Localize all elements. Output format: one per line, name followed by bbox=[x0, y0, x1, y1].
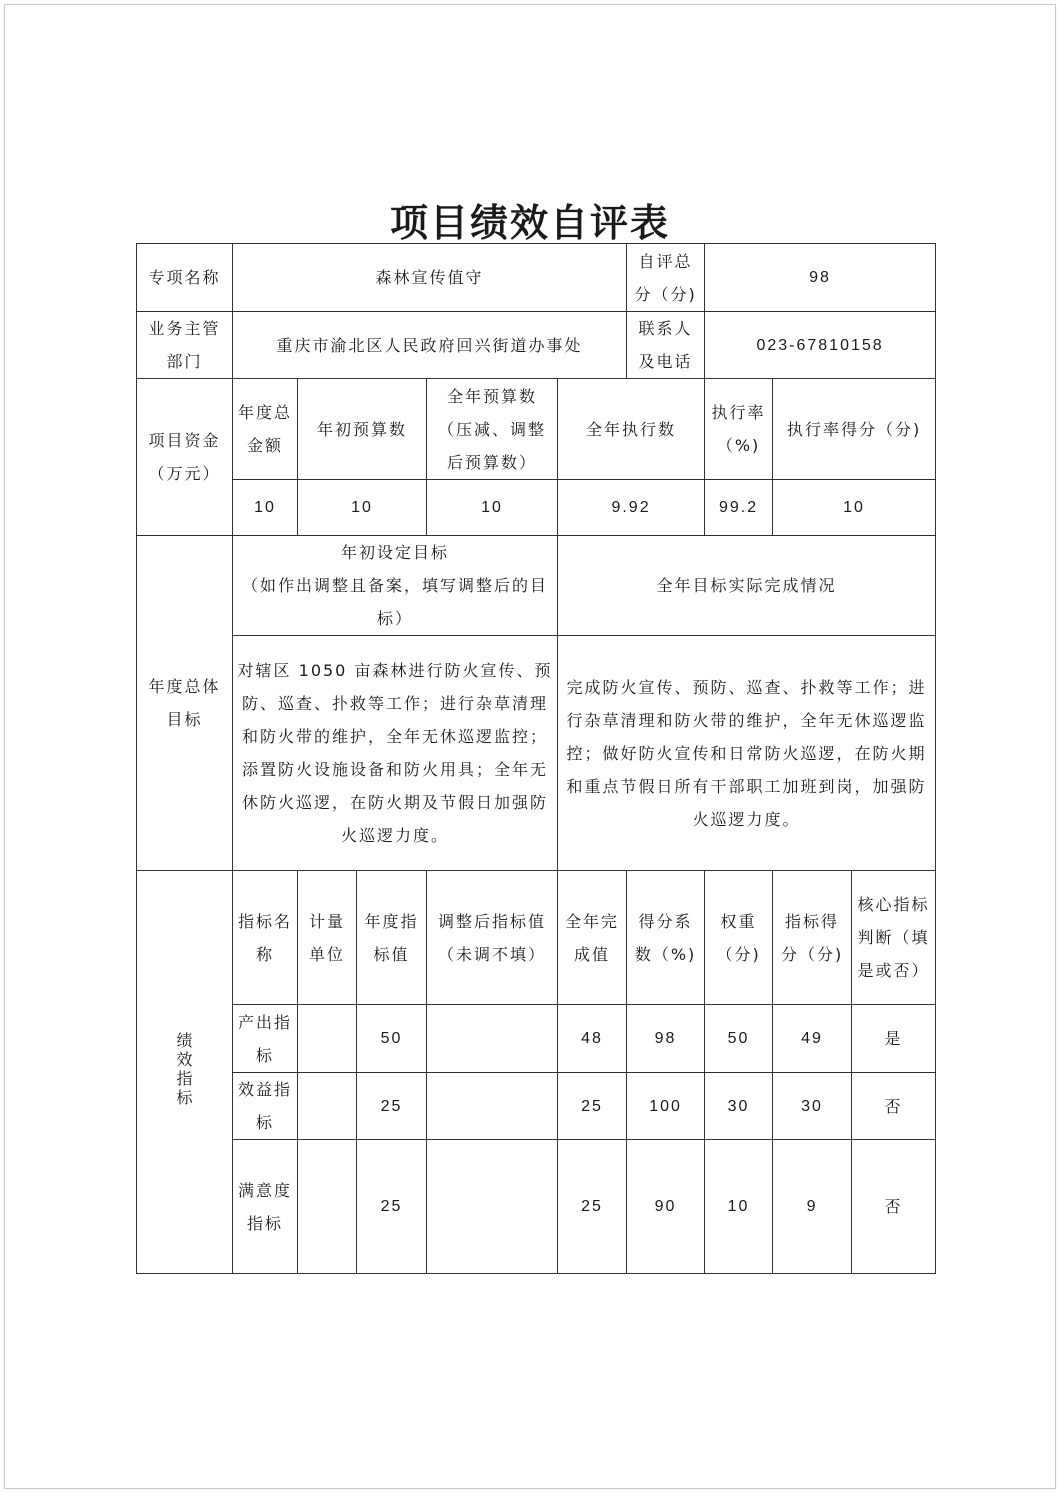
ind-unit bbox=[298, 1140, 357, 1274]
funds-rate-score-header: 执行率得分（分) bbox=[773, 379, 936, 480]
funds-full-year-value: 10 bbox=[427, 480, 558, 536]
self-score-label: 自评总分（分) bbox=[627, 244, 705, 312]
funds-rate-header: 执行率（%) bbox=[705, 379, 773, 480]
ind-name-header: 指标名称 bbox=[233, 871, 298, 1005]
dept-value: 重庆市渝北区人民政府回兴街道办事处 bbox=[233, 312, 627, 379]
ind-score: 30 bbox=[773, 1073, 852, 1140]
ind-core: 否 bbox=[852, 1073, 936, 1140]
page-title: 项目绩效自评表 bbox=[389, 200, 670, 245]
project-name-label: 专项名称 bbox=[137, 244, 233, 312]
funds-executed-value: 9.92 bbox=[558, 480, 705, 536]
funds-total-value: 10 bbox=[233, 480, 298, 536]
ind-unit bbox=[298, 1073, 357, 1140]
ind-name: 效益指标 bbox=[233, 1073, 298, 1140]
ind-completed: 25 bbox=[558, 1140, 627, 1274]
ind-weight-header: 权重（分) bbox=[705, 871, 773, 1005]
goals-actual-text: 完成防火宣传、预防、巡查、扑救等工作；进行杂草清理和防火带的维护，全年无休巡逻监控；做好防火宣传和日常防火巡逻，在防火期和重点节假日所有干部职工加班到岗，加强防火巡逻力度。 bbox=[558, 636, 936, 871]
funds-total-header: 年度总金额 bbox=[233, 379, 298, 480]
ind-completed-header: 全年完成值 bbox=[558, 871, 627, 1005]
dept-label: 业务主管部门 bbox=[137, 312, 233, 379]
ind-completed: 48 bbox=[558, 1005, 627, 1073]
project-name-value: 森林宣传值守 bbox=[233, 244, 627, 312]
contact-value: 023-67810158 bbox=[705, 312, 936, 379]
ind-name: 产出指标 bbox=[233, 1005, 298, 1073]
goals-actual-header: 全年目标实际完成情况 bbox=[558, 536, 936, 636]
indicators-label: 绩效指标 bbox=[176, 1030, 193, 1107]
ind-completed: 25 bbox=[558, 1073, 627, 1140]
ind-core-header: 核心指标判断（填是或否） bbox=[852, 871, 936, 1005]
ind-score-header: 指标得分（分) bbox=[773, 871, 852, 1005]
funds-header-row bbox=[137, 379, 936, 480]
goals-set-text: 对辖区 1050 亩森林进行防火宣传、预防、巡查、扑救等工作；进行杂草清理和防火带的维护，全年无休巡逻监控；添置防火设施设备和防火用具；全年无休防火巡逻，在防火期及节假日加强防火巡逻力度。 bbox=[233, 636, 558, 871]
ind-core: 否 bbox=[852, 1140, 936, 1274]
table-row bbox=[137, 1073, 936, 1140]
ind-adjusted bbox=[427, 1005, 558, 1073]
goals-label: 年度总体目标 bbox=[137, 536, 233, 871]
funds-values-row bbox=[137, 480, 936, 536]
funds-initial-value: 10 bbox=[298, 480, 427, 536]
goals-text-row bbox=[137, 636, 936, 871]
ind-unit-header: 计量单位 bbox=[298, 871, 357, 1005]
funds-rate-value: 99.2 bbox=[705, 480, 773, 536]
ind-adjusted bbox=[427, 1073, 558, 1140]
ind-coefficient: 100 bbox=[627, 1073, 705, 1140]
ind-annual: 50 bbox=[357, 1005, 427, 1073]
ind-annual: 25 bbox=[357, 1073, 427, 1140]
ind-coefficient: 98 bbox=[627, 1005, 705, 1073]
ind-adjusted bbox=[427, 1140, 558, 1274]
ind-unit bbox=[298, 1005, 357, 1073]
goals-set-header bbox=[233, 536, 558, 636]
ind-score: 9 bbox=[773, 1140, 852, 1274]
project-name-row bbox=[137, 244, 936, 312]
ind-annual: 25 bbox=[357, 1140, 427, 1274]
ind-coefficient: 90 bbox=[627, 1140, 705, 1274]
funds-full-year-header: 全年预算数（压减、调整后预算数） bbox=[427, 379, 558, 480]
self-score-value: 98 bbox=[705, 244, 936, 312]
ind-score: 49 bbox=[773, 1005, 852, 1073]
contact-label: 联系人及电话 bbox=[627, 312, 705, 379]
goals-set-header-line2: （如作出调整且备案，填写调整后的目标） bbox=[241, 576, 548, 628]
ind-weight: 50 bbox=[705, 1005, 773, 1073]
department-row bbox=[137, 312, 936, 379]
indicator-header-row bbox=[137, 871, 936, 1005]
funds-rate-score-value: 10 bbox=[773, 480, 936, 536]
ind-coefficient-header: 得分系数（%) bbox=[627, 871, 705, 1005]
ind-core: 是 bbox=[852, 1005, 936, 1073]
table-row bbox=[137, 1140, 936, 1274]
goals-header-row bbox=[137, 536, 936, 636]
goals-set-header-line1: 年初设定目标 bbox=[340, 543, 449, 562]
funds-executed-header: 全年执行数 bbox=[558, 379, 705, 480]
ind-weight: 10 bbox=[705, 1140, 773, 1274]
ind-weight: 30 bbox=[705, 1073, 773, 1140]
table-row bbox=[137, 1005, 936, 1073]
ind-name: 满意度指标 bbox=[233, 1140, 298, 1274]
evaluation-table bbox=[136, 243, 936, 1274]
funds-initial-header: 年初预算数 bbox=[298, 379, 427, 480]
indicators-label-cell bbox=[137, 871, 233, 1274]
ind-adjusted-header: 调整后指标值（未调不填） bbox=[427, 871, 558, 1005]
funds-label: 项目资金（万元） bbox=[137, 379, 233, 536]
ind-annual-header: 年度指标值 bbox=[357, 871, 427, 1005]
